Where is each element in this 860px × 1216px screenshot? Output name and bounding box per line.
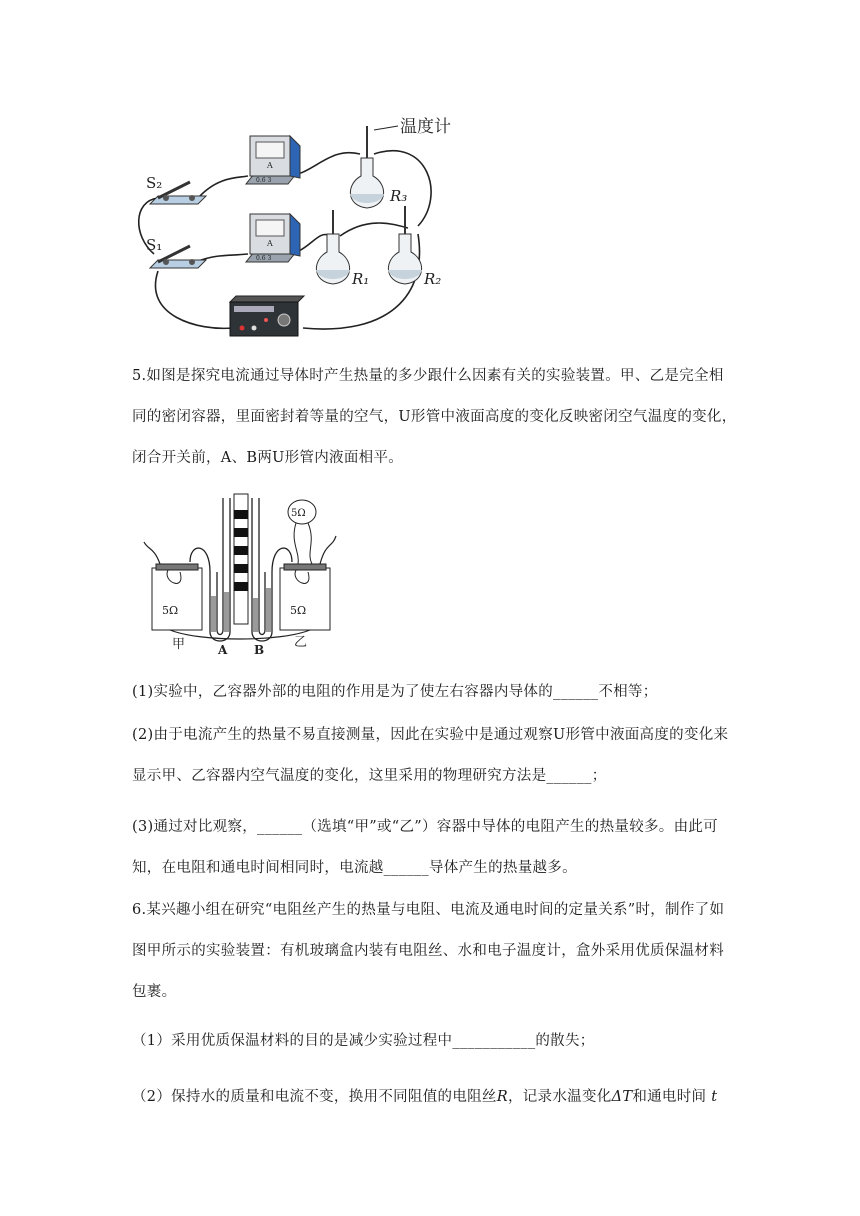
svg-text:A: A (267, 161, 273, 170)
q5-sub3: (3)通过对比观察，______（选填“甲”或“乙”）容器中导体的电阻产生的热量较多。由此可知，在电阻和通电时间相同时，电流越______导体产生的热量越多。 (132, 819, 718, 876)
outside-resistor-label: 5Ω (291, 508, 306, 519)
s1-label: S₁ (146, 236, 163, 254)
svg-text:0.6 3: 0.6 3 (256, 255, 272, 262)
right-resistor-label: 5Ω (290, 604, 307, 617)
s2-label: S₂ (146, 174, 163, 192)
power-supply (230, 296, 304, 336)
label-yi: 乙 (294, 635, 308, 650)
flask-r1 (316, 210, 350, 284)
ammeter-bottom (246, 214, 300, 262)
q5-sub1: (1)实验中，乙容器外部的电阻的作用是为了使左右容器内导体的______不相等； (132, 684, 658, 700)
q6-sub1: （1）采用优质保温材料的目的是减少实验过程中___________的散失； (132, 1033, 595, 1049)
label-jia: 甲 (172, 637, 186, 652)
r3-label: R₃ (390, 187, 408, 205)
flask-r3 (350, 126, 384, 208)
u-tube-figure (140, 492, 340, 660)
r2-label: R₂ (424, 270, 442, 288)
label-a: A (218, 643, 228, 657)
q5-intro: 5.如图是探究电流通过导体时产生热量的多少跟什么因素有关的实验装置。甲、乙是完全相同的密闭容器，里面密封着等量的空气，U形管中液面高度的变化反映密闭空气温度的变化，闭合开关前，A、B两U形管内液面相平。 (132, 368, 737, 466)
r1-label: R₁ (352, 270, 370, 288)
q5-sub2: (2)由于电流产生的热量不易直接测量，因此在实验中是通过观察U形管中液面高度的变化来显示甲、乙容器内空气温度的变化，这里采用的物理研究方法是______； (132, 727, 729, 784)
label-b: B (254, 643, 265, 657)
svg-text:0.6 3: 0.6 3 (256, 177, 272, 184)
circuit-figure (128, 106, 468, 346)
q6-intro: 6.某兴趣小组在研究“电阻丝产生的热量与电阻、电流及通电时间的定量关系”时，制作了如图甲所示的实验装置：有机玻璃盒内装有电阻丝、水和电子温度计，盒外采用优质保温材料包裹。 (132, 902, 725, 1000)
q6-sub2: （2）保持水的质量和电流不变，换用不同阻值的电阻丝R，记录水温变化ΔT和通电时间 t (132, 1089, 718, 1105)
thermometer-label: 温度计 (400, 117, 451, 137)
ammeter-top (246, 136, 300, 184)
flask-r2 (388, 206, 422, 284)
left-resistor-label: 5Ω (162, 604, 179, 617)
svg-text:A: A (267, 239, 273, 248)
